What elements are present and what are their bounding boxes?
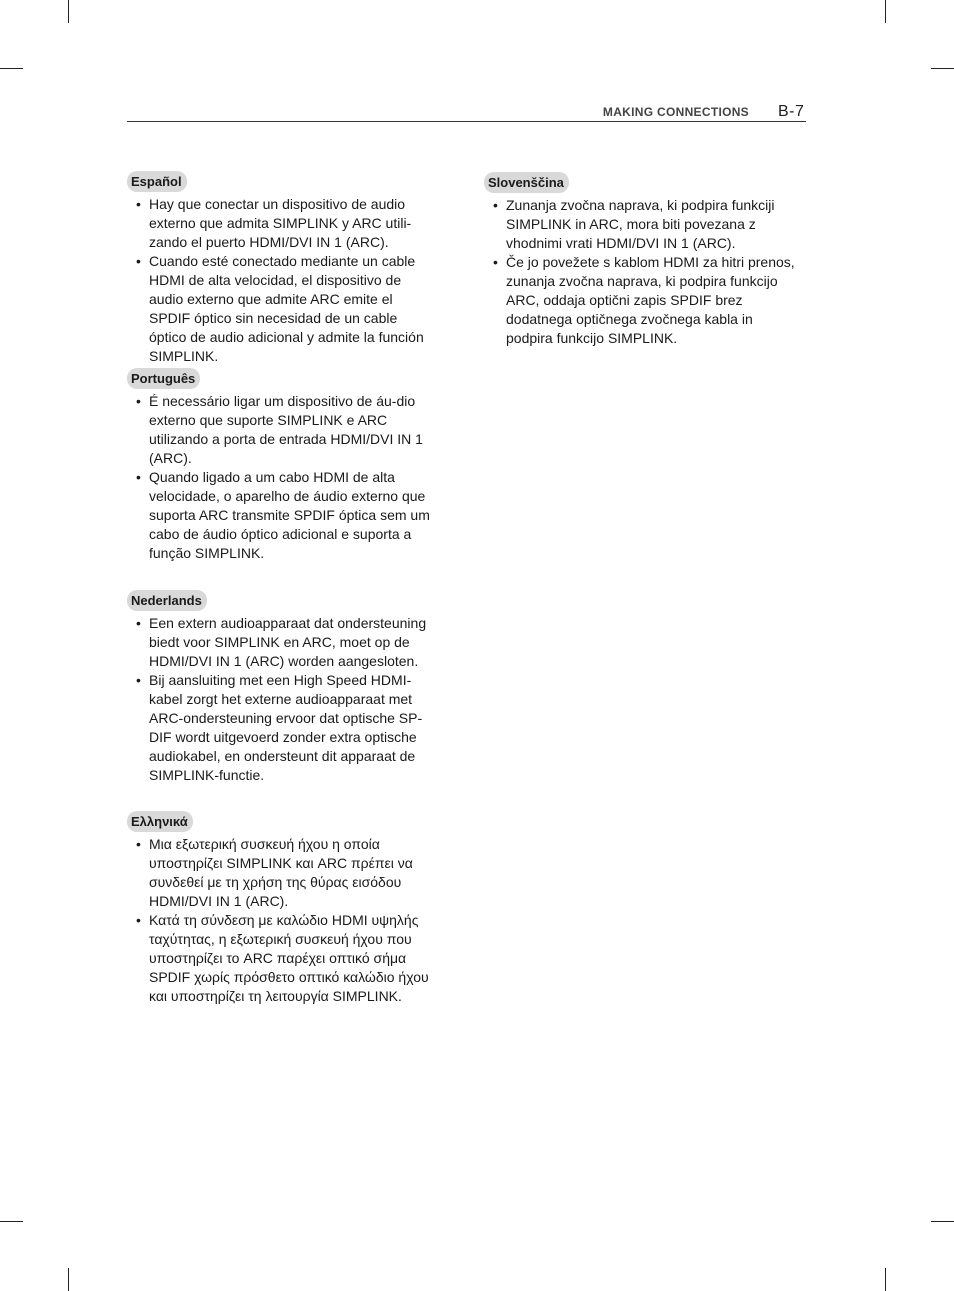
language-label: Português xyxy=(127,368,200,389)
list-item: • Bij aansluiting met een High Speed HDMI-kabel zorgt het externe audioapparaat met ARC-ondersteuning ervoor dat optische SP-DIF wordt uitgevoerd zonder extra optische audiokabel, en ondersteunt dit apparaat de SIMPLINK-functie. xyxy=(136,672,423,783)
crop-mark xyxy=(931,1221,954,1222)
crop-mark xyxy=(0,1221,23,1222)
language-label: Nederlands xyxy=(127,590,207,611)
page-number: B-7 xyxy=(778,103,805,120)
header-rule xyxy=(127,121,806,122)
bullet-icon: • xyxy=(136,912,141,928)
bullet-icon: • xyxy=(136,615,141,631)
section-portugues xyxy=(127,368,437,563)
list-item: • Μια εξωτερική συσκευή ήχου η οποία υποστηρίζει SIMPLINK και ARC πρέπει να συνδεθεί με τη χρήση της θύρας εισόδου HDMI/DVI IN 1 (ARC). xyxy=(136,836,413,909)
bullet-icon: • xyxy=(136,253,141,269)
list-item: • Κατά τη σύνδεση με καλώδιο HDMI υψηλής ταχύτητας, η εξωτερική συσκευή ήχου που υποστηρίζει το ARC παρέχει οπτικό σήμα SPDIF χωρίς πρόσθετο οπτικό καλώδιο ήχου και υποστηρίζει τη λειτουργία SIMPLINK. xyxy=(136,912,429,1004)
list-item: • Če jo povežete s kablom HDMI za hitri prenos, zunanja zvočna naprava, ki podpira funkcijo ARC, oddaja optični zapis SPDIF brez dodatnega optičnega zvočnega kabla in podpira funkcijo SIMPLINK. xyxy=(493,254,795,346)
section-nederlands xyxy=(127,590,437,785)
list-item: • Quando ligado a um cabo HDMI de alta velocidade, o aparelho de áudio externo que suporta ARC transmite SPDIF óptica sem um cabo de áudio óptico adicional e suporta a função SIMPLINK. xyxy=(136,469,430,561)
crop-mark xyxy=(0,68,23,69)
bullet-icon: • xyxy=(136,469,141,485)
bullet-icon: • xyxy=(136,836,141,852)
bullet-icon: • xyxy=(493,254,498,270)
bullet-icon: • xyxy=(493,197,498,213)
language-label: Slovenščina xyxy=(484,172,569,193)
list-item: • É necessário ligar um dispositivo de áu-dio externo que suporte SIMPLINK e ARC utilizando a porta de entrada HDMI/DVI IN 1 (ARC). xyxy=(136,393,423,466)
section-title: MAKING CONNECTIONS xyxy=(602,105,749,119)
bullet-icon: • xyxy=(136,672,141,688)
crop-mark xyxy=(931,68,954,69)
section-slovenscina xyxy=(484,172,796,348)
crop-mark xyxy=(885,1268,886,1291)
list-item: • Zunanja zvočna naprava, ki podpira funkciji SIMPLINK in ARC, mora biti povezana z vhodnimi vrati HDMI/DVI IN 1 (ARC). xyxy=(493,197,775,251)
section-ellinika xyxy=(127,811,439,1006)
crop-mark xyxy=(68,1268,69,1291)
bullet-icon: • xyxy=(136,196,141,212)
section-espanol xyxy=(127,171,437,366)
language-label: Ελληνικά xyxy=(127,811,193,832)
crop-mark xyxy=(885,0,886,23)
list-item: • Cuando esté conectado mediante un cable HDMI de alta velocidad, el dispositivo de audio externo que admite ARC emite el SPDIF óptico sin necesidad de un cable óptico de audio adicional y admite la función SIMPLINK. xyxy=(136,253,424,364)
list-item: • Hay que conectar un dispositivo de audio externo que admita SIMPLINK y ARC utili-zando el puerto HDMI/DVI IN 1 (ARC). xyxy=(136,196,412,250)
bullet-icon: • xyxy=(136,393,141,409)
list-item: • Een extern audioapparaat dat ondersteuning biedt voor SIMPLINK en ARC, moet op de HDMI/DVI IN 1 (ARC) worden aangesloten. xyxy=(136,615,427,669)
crop-mark xyxy=(68,0,69,23)
language-label: Español xyxy=(127,171,187,192)
